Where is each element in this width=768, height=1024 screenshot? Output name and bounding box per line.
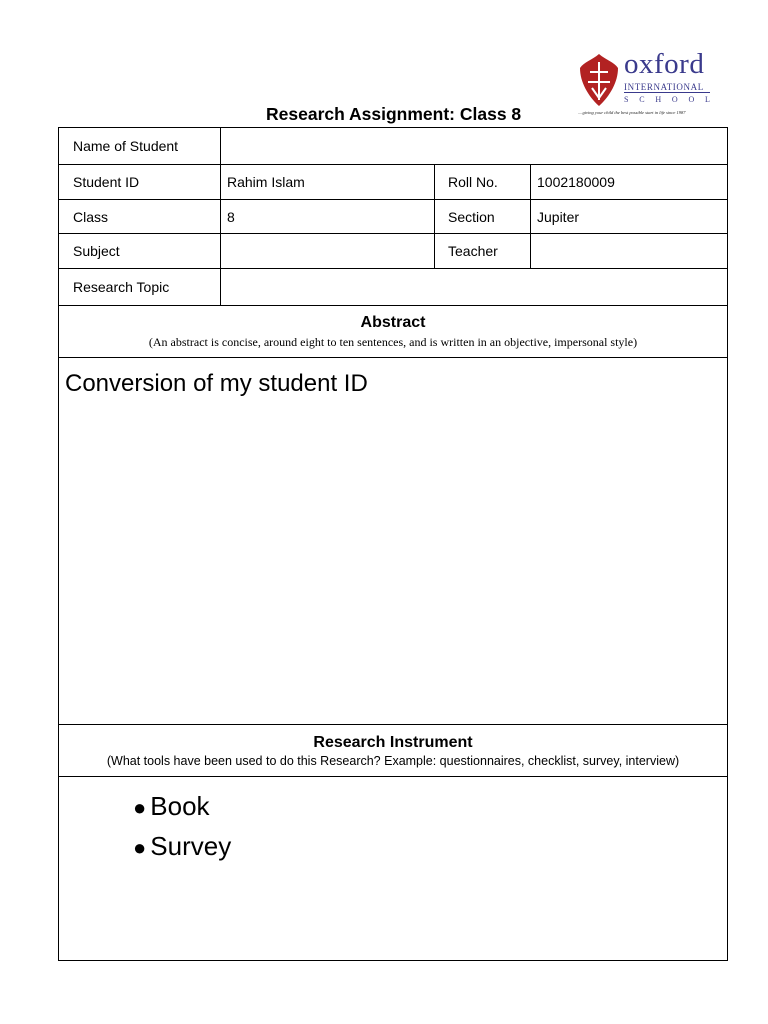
instrument-instruction: (What tools have been used to do this Research? Example: questionnaires, checklist, survey, interview): [106, 754, 680, 768]
teacher-field[interactable]: [530, 234, 727, 268]
logo-tagline: ....giving your child the best possible start in life since 1987: [578, 110, 686, 115]
assignment-form: [58, 127, 728, 961]
logo-school-letter: O: [688, 95, 695, 104]
class-label: Class: [73, 208, 109, 225]
logo-school-letter: H: [655, 95, 662, 104]
name-label: Name of Student: [73, 138, 179, 154]
logo-brand: oxford: [624, 48, 705, 80]
logo-school-letter: O: [671, 95, 678, 104]
student-id-row: [59, 165, 727, 200]
list-item: [133, 827, 727, 867]
list-item-text: Survey: [150, 831, 232, 861]
instrument-heading: Research Instrument: [313, 734, 473, 751]
abstract-content-area[interactable]: [59, 358, 727, 725]
class-row: [59, 200, 727, 234]
shield-emblem-icon: [578, 52, 620, 108]
roll-field[interactable]: 1002180009: [537, 174, 615, 190]
student-id-label: Student ID: [73, 174, 140, 190]
document-title: Research Assignment: Class 8: [266, 104, 522, 124]
instrument-list: [59, 777, 727, 867]
abstract-heading: Abstract: [360, 314, 426, 331]
logo-school-letter: L: [705, 95, 710, 104]
research-topic-row: [59, 269, 727, 306]
logo-school-letter: C: [639, 95, 645, 104]
teacher-label: Teacher: [448, 243, 498, 259]
logo-school-letter: S: [624, 95, 629, 104]
section-label: Section: [448, 208, 495, 225]
roll-label: Roll No.: [448, 174, 498, 190]
instrument-content-area[interactable]: [59, 777, 727, 960]
list-item: [133, 787, 727, 827]
class-field[interactable]: 8: [227, 208, 235, 225]
name-field[interactable]: [220, 128, 727, 164]
logo-international: INTERNATIONAL: [624, 82, 710, 93]
name-row: [59, 128, 727, 165]
subject-label: Subject: [73, 243, 120, 259]
list-item-text: Book: [150, 791, 210, 821]
instrument-header: [59, 725, 727, 777]
section-field[interactable]: Jupiter: [537, 208, 580, 225]
abstract-header: [59, 306, 727, 358]
school-logo: [578, 50, 718, 122]
abstract-instruction: (An abstract is concise, around eight to ten sentences, and is written in an objective, impersonal style): [148, 335, 638, 349]
abstract-text: Conversion of my student ID: [65, 370, 368, 397]
research-topic-label: Research Topic: [73, 279, 170, 295]
research-topic-field[interactable]: [220, 269, 727, 305]
subject-row: [59, 234, 727, 269]
student-id-field[interactable]: Rahim Islam: [227, 174, 305, 190]
logo-school: [624, 95, 710, 104]
subject-field[interactable]: [220, 234, 434, 268]
